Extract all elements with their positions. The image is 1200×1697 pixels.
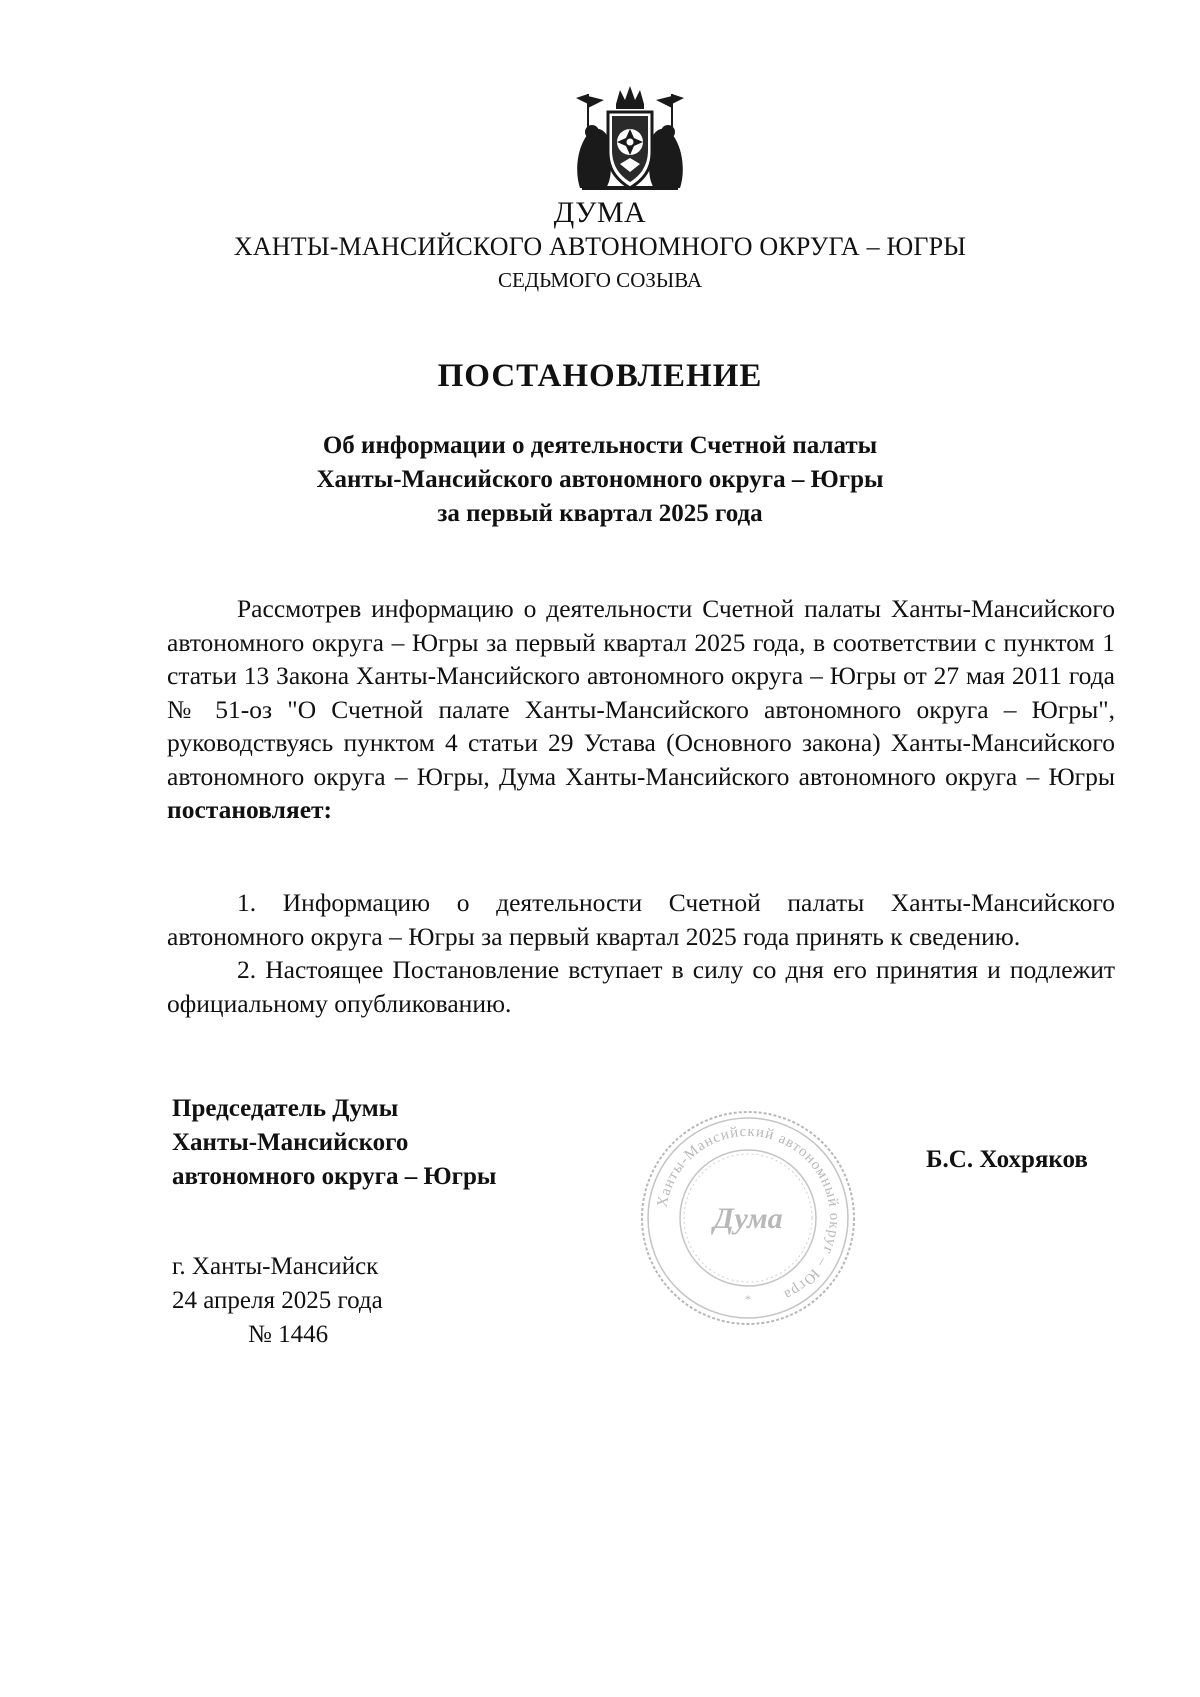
svg-text:Ханты-Мансийский автономный ок: Ханты-Мансийский автономный округ – Югра (654, 1123, 843, 1304)
document-number: № 1446 (248, 1321, 329, 1348)
resolves-word: постановляет: (167, 795, 333, 824)
position-line: Ханты-Мансийского (172, 1129, 409, 1156)
position-line: Председатель Думы (172, 1095, 399, 1122)
subject-line: Об информации о деятельности Счетной палаты (322, 432, 878, 459)
resolution-item: 2. Настоящее Постановление вступает в силу со дня его принятия и подлежит официальному опубликованию. (167, 955, 1115, 1018)
subject-line: за первый квартал 2025 года (437, 500, 763, 527)
org-region: ХАНТЫ-МАНСИЙСКОГО АВТОНОМНОГО ОКРУГА – ЮГРЫ (233, 232, 967, 261)
document-type: ПОСТАНОВЛЕНИЕ (437, 358, 763, 394)
convocation: СЕДЬМОГО СОЗЫВА (497, 268, 703, 292)
signatory-position (172, 1092, 496, 1194)
position-line: автономного округа – Югры (172, 1163, 497, 1190)
signer-name: Б.С. Хохряков (926, 1146, 1088, 1173)
preamble-text: Рассмотрев информацию о деятельности Счетной палаты Ханты-Мансийского автономного округа – Югры за первый квартал 2025 года, в соответствии с пунктом 1 статьи 13 Закона Ханты-Мансийского автономного округа – Югры от 27 мая 2011 года № 51-оз "О Счетной палате Ханты-Мансийского автономного округа – Югры", руководствуясь пунктом 4 статьи 29 Устава (Основного закона) Ханты-Мансийского автономного округа – Югры, Дума Ханты-Мансийского автономного округа – Югры (167, 594, 1115, 791)
coat-of-arms-icon (570, 82, 690, 194)
svg-text:Дума: Дума (713, 1202, 783, 1235)
preamble-paragraph (167, 592, 1115, 827)
round-seal-stamp-icon (637, 1107, 859, 1329)
resolution-item: 1. Информацию о деятельности Счетной палаты Ханты-Мансийского автономного округа – Югры за первый квартал 2025 года принять к сведению. (167, 888, 1115, 951)
org-name: ДУМА (553, 196, 647, 229)
svg-text:*: * (745, 1292, 751, 1306)
issue-details (172, 1250, 383, 1352)
subject-line: Ханты-Мансийского автономного округа – Югры (316, 466, 884, 493)
issue-date: 24 апреля 2025 года (172, 1287, 383, 1314)
issue-city: г. Ханты-Мансийск (172, 1253, 379, 1280)
